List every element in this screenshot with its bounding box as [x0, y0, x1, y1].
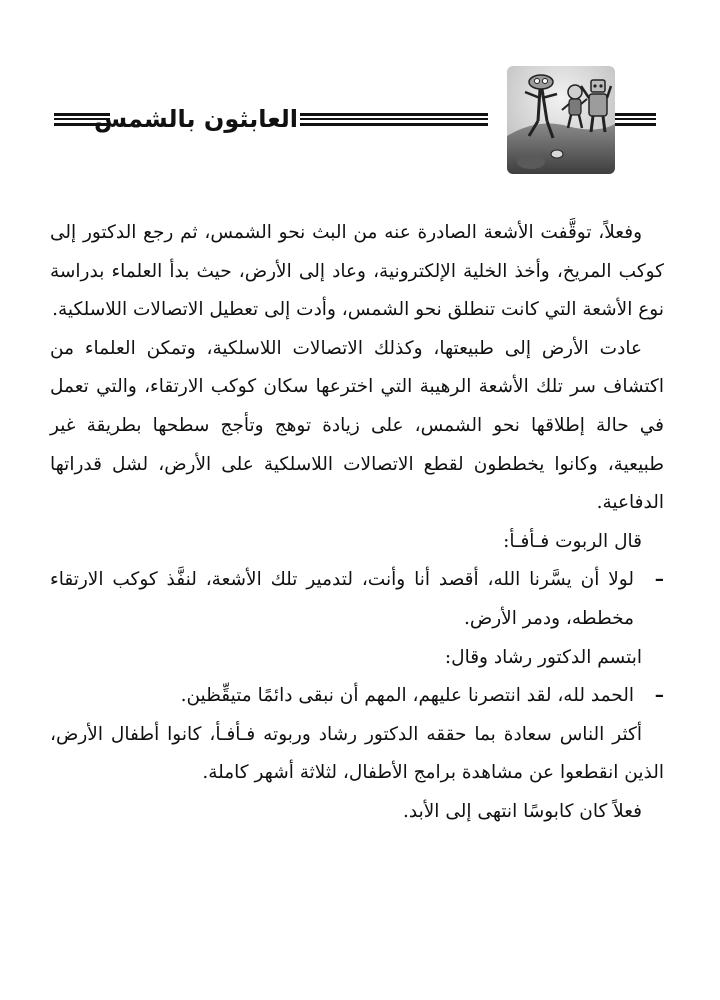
speaker-line-doctor: ابتسم الدكتور رشاد وقال: [444, 646, 642, 668]
paragraph: وفعلاً، توقَّفت الأشعة الصادرة عنه من البث نحو الشمس، ثم رجع الدكتور إلى كوكب المريخ، وأخذ الخلية الإلكترونية، وعاد إلى الأرض، حيث بدأ العلماء بدراسة نوع الأشعة التي كانت تنطلق نحو الشمس، وأدت إلى تعطيل الاتصالات اللاسلكية. [50, 222, 664, 321]
dialogue-doctor [50, 677, 664, 716]
header-rule-left [54, 113, 110, 126]
dialogue-robot [50, 561, 664, 638]
dialogue-dash: – [654, 569, 664, 591]
dialogue-text: لولا أن يسَّرنا الله، أقصد أنا وأنت، لتدمير تلك الأشعة، لنفَّذ كوكب الارتقاء مخططه، ودمر الأرض. [50, 569, 634, 629]
story-text [50, 214, 664, 832]
dialogue-text: الحمد لله، لقد انتصرنا عليهم، المهم أن نبقى دائمًا متيقِّظين. [180, 685, 634, 707]
dialogue-dash: – [654, 685, 664, 707]
paragraph: أكثر الناس سعادة بما حققه الدكتور رشاد وربوته فـأفـأ، كانوا أطفال الأرض، الذين انقطعوا عن مشاهدة برامج الأطفال، لثلاثة أشهر كاملة. [50, 723, 664, 784]
illustration-graphic [507, 66, 615, 174]
paragraph: عادت الأرض إلى طبيعتها، وكذلك الاتصالات اللاسلكية، وتمكن العلماء من اكتشاف سر تلك الأشعة الرهيبة التي اخترعها سكان كوكب الارتقاء، والتي تعمل في حالة إطلاقها نحو الشمس، على زيادة توهج وتأجج سطحها بطريقة غير طبيعية، وكانوا يخططون لقطع الاتصالات اللاسلكية على الأرض، لشل قدراتها الدفاعية. [50, 337, 664, 514]
chapter-title: العابثون بالشمس [94, 105, 298, 133]
closing-line: فعلاً كان كابوسًا انتهى إلى الأبد. [403, 800, 642, 822]
header-rule-middle [300, 113, 488, 126]
page-header [0, 66, 720, 176]
cartoon-robot-aliens-illustration [507, 66, 615, 174]
speaker-line-robot: قال الربوت فـأفـأ: [503, 530, 642, 552]
header-rule-right [614, 113, 656, 126]
